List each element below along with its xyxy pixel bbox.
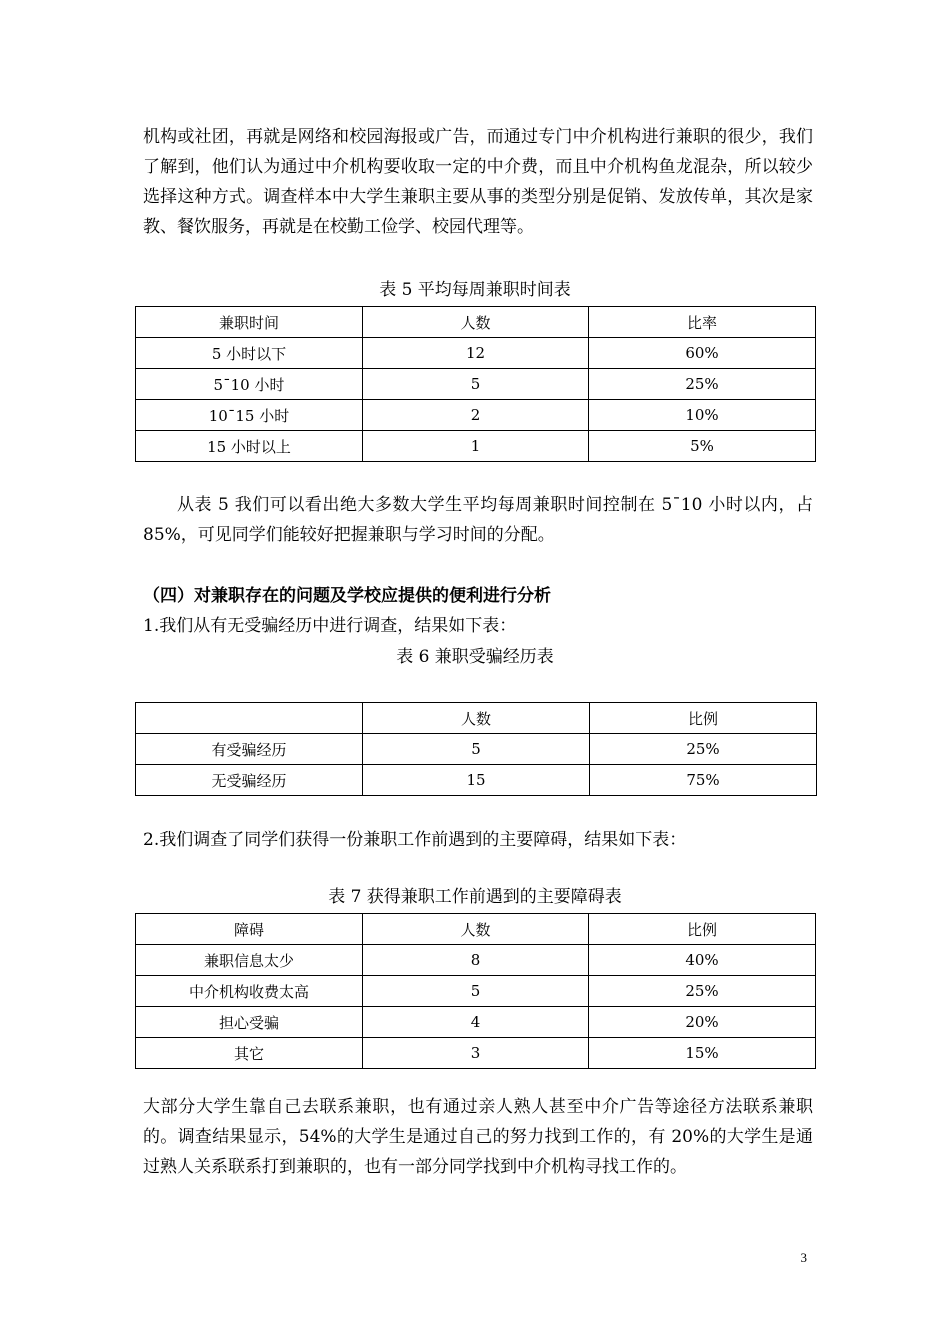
table-cell: 12 (363, 338, 589, 369)
table-row (136, 400, 816, 431)
table-cell: 5 (363, 369, 589, 400)
item2-text: 2.我们调查了同学们获得一份兼职工作前遇到的主要障碍，结果如下表： (143, 830, 687, 850)
table-cell: 中介机构收费太高 (136, 976, 363, 1007)
table-cell: 20% (589, 1007, 816, 1038)
table-cell: 25% (590, 734, 817, 765)
table-header-row (136, 307, 816, 338)
table-cell: 15 (363, 765, 590, 796)
table-cell: 有受骗经历 (136, 734, 363, 765)
table-cell: 10¯15 小时 (136, 400, 363, 431)
table-cell: 10% (589, 400, 816, 431)
table-row (136, 369, 816, 400)
header-cell: 人数 (363, 914, 589, 945)
table-row (136, 734, 817, 765)
table-cell: 60% (589, 338, 816, 369)
table-row (136, 945, 816, 976)
table-cell: 25% (589, 976, 816, 1007)
header-cell: 人数 (363, 307, 589, 338)
table-row (136, 431, 816, 462)
table-cell: 2 (363, 400, 589, 431)
table-cell: 5 (363, 734, 590, 765)
table-row (136, 338, 816, 369)
table6 (135, 702, 817, 796)
table-cell: 5 (363, 976, 589, 1007)
page-number: 3 (800, 1250, 807, 1265)
table5 (135, 306, 816, 462)
table-row (136, 765, 817, 796)
section4-heading: （四）对兼职存在的问题及学校应提供的便利进行分析 (143, 586, 551, 606)
item1-text: 1.我们从有无受骗经历中进行调查，结果如下表： (143, 616, 517, 636)
table7-caption: 表 7 获得兼职工作前遇到的主要障碍表 (328, 887, 622, 907)
header-cell (136, 703, 363, 734)
table-cell: 75% (590, 765, 817, 796)
table-cell: 担心受骗 (136, 1007, 363, 1038)
table5-caption: 表 5 平均每周兼职时间表 (379, 280, 571, 300)
table-cell: 15% (589, 1038, 816, 1069)
table-cell: 8 (363, 945, 589, 976)
header-cell: 兼职时间 (136, 307, 363, 338)
table-cell: 1 (363, 431, 589, 462)
table-header-row (136, 914, 816, 945)
table-cell: 4 (363, 1007, 589, 1038)
table-cell: 5% (589, 431, 816, 462)
header-cell: 人数 (363, 703, 590, 734)
table-cell: 3 (363, 1038, 589, 1069)
table-header-row (136, 703, 817, 734)
table-cell: 5¯10 小时 (136, 369, 363, 400)
intro-paragraph: 机构或社团，再就是网络和校园海报或广告，而通过专门中介机构进行兼职的很少，我们了解到，他们认为通过中介机构要收取一定的中介费，而且中介机构鱼龙混杂，所以较少选择这种方式。调查样本中大学生兼职主要从事的类型分别是促销、发放传单，其次是家教、餐饮服务，再就是在校勤工俭学、校园代理等。 (143, 127, 813, 237)
table-cell: 其它 (136, 1038, 363, 1069)
header-cell: 比率 (589, 307, 816, 338)
table-cell: 兼职信息太少 (136, 945, 363, 976)
table-cell: 5 小时以下 (136, 338, 363, 369)
table-cell: 25% (589, 369, 816, 400)
table-cell: 15 小时以上 (136, 431, 363, 462)
header-cell: 比例 (590, 703, 817, 734)
table5-analysis-paragraph: 从表 5 我们可以看出绝大多数大学生平均每周兼职时间控制在 5¯10 小时以内，占 85%，可见同学们能较好把握兼职与学习时间的分配。 (143, 495, 813, 545)
table-row (136, 976, 816, 1007)
table-row (136, 1038, 816, 1069)
table7 (135, 913, 816, 1069)
header-cell: 障碍 (136, 914, 363, 945)
final-paragraph: 大部分大学生靠自己去联系兼职，也有通过亲人熟人甚至中介广告等途径方法联系兼职的。调查结果显示，54%的大学生是通过自己的努力找到工作的，有 20%的大学生是通过熟人关系联系打到兼职的，也有一部分同学找到中介机构寻找工作的。 (143, 1097, 813, 1177)
table-row (136, 1007, 816, 1038)
header-cell: 比例 (589, 914, 816, 945)
table-cell: 无受骗经历 (136, 765, 363, 796)
table-cell: 40% (589, 945, 816, 976)
table6-caption: 表 6 兼职受骗经历表 (396, 647, 554, 667)
